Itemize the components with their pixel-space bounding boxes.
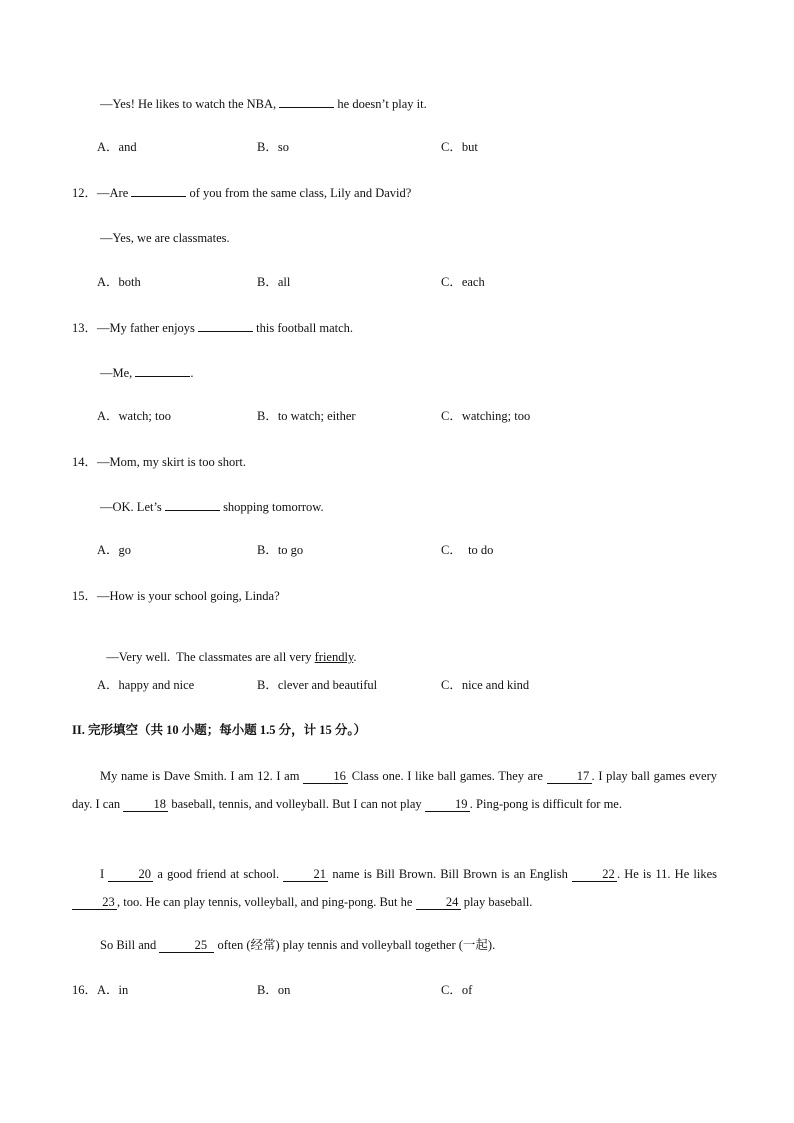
answer-blank[interactable] <box>198 331 253 332</box>
question-number: 12． <box>72 186 98 200</box>
q14-option-c[interactable]: C． to do <box>441 543 494 557</box>
cloze-blank-19[interactable]: 19 <box>425 797 470 812</box>
q12-option-b[interactable]: B．all <box>257 275 291 289</box>
question-number: 13． <box>72 321 98 335</box>
q13-option-c[interactable]: C．watching; too <box>441 409 531 423</box>
q16-option-b[interactable]: B．on <box>257 983 291 997</box>
q14-option-a[interactable]: A．go <box>97 543 132 557</box>
underlined-word: friendly <box>314 650 354 664</box>
q15-answer: —Very well. The classmates are all very friendly. <box>106 650 357 664</box>
answer-blank[interactable] <box>165 510 220 511</box>
q13-option-a[interactable]: A．watch; too <box>97 409 171 423</box>
q11-answer-line: —Yes! He likes to watch the NBA, he doesn’t play it. <box>100 97 427 111</box>
q13-answer: —Me, . <box>100 366 194 380</box>
section-heading: II. 完形填空（共 10 小题；每小题 1.5 分，计 15 分。） <box>72 723 367 737</box>
cloze-blank-25[interactable]: 25 <box>159 938 214 953</box>
q15-question: 15．—How is your school going, Linda? <box>72 589 280 603</box>
q14-question: 14．—Mom, my skirt is too short. <box>72 455 246 469</box>
q13-option-b[interactable]: B．to watch; either <box>257 409 356 423</box>
cloze-blank-16[interactable]: 16 <box>303 769 348 784</box>
q12-question: 12．—Are of you from the same class, Lily and David? <box>72 186 412 200</box>
passage-paragraph-1: My name is Dave Smith. I am 12. I am 16 Class one. I like ball games. They are 17 . I play ball games every day. I can 18 baseball, tennis, and volleyball. But I can not play 19 . Ping-pong is difficult for me. <box>72 769 718 811</box>
q16-number: 16． <box>72 983 98 997</box>
q12-option-a[interactable]: A．both <box>97 275 141 289</box>
answer-blank[interactable] <box>135 376 190 377</box>
q16-option-a[interactable]: A．in <box>97 983 129 997</box>
answer-blank[interactable] <box>279 107 334 108</box>
cloze-blank-21[interactable]: 21 <box>283 867 328 882</box>
cloze-blank-24[interactable]: 24 <box>416 895 461 910</box>
answer-blank[interactable] <box>131 196 186 197</box>
q15-option-b[interactable]: B．clever and beautiful <box>257 678 378 692</box>
q12-answer: —Yes, we are classmates. <box>100 231 230 245</box>
q16-option-c[interactable]: C．of <box>441 983 473 997</box>
question-number: 14． <box>72 455 98 469</box>
q14-answer: —OK. Let’s shopping tomorrow. <box>100 500 324 514</box>
cloze-blank-23[interactable]: 23 <box>72 895 117 910</box>
question-number: 15． <box>72 589 98 603</box>
q11-option-c[interactable]: C．but <box>441 140 478 154</box>
passage-paragraph-2: I 20 a good friend at school. 21 name is Bill Brown. Bill Brown is an English 22 . He is 11. He likes 23 , too. He can play tennis, volleyball, and ping-pong. But he 24 play baseball. <box>72 860 717 916</box>
cloze-blank-17[interactable]: 17 <box>547 769 592 784</box>
cloze-blank-18[interactable]: 18 <box>123 797 168 812</box>
q11-option-b[interactable]: B．so <box>257 140 289 154</box>
q11-option-a[interactable]: A．and <box>97 140 137 154</box>
passage-paragraph-3: So Bill and 25 often (经常) play tennis and volleyball together (一起). <box>100 938 496 952</box>
q15-option-c[interactable]: C．nice and kind <box>441 678 530 692</box>
q12-option-c[interactable]: C．each <box>441 275 485 289</box>
q14-option-b[interactable]: B．to go <box>257 543 304 557</box>
q13-question: 13．—My father enjoys this football match. <box>72 321 354 335</box>
q15-option-a[interactable]: A．happy and nice <box>97 678 195 692</box>
cloze-blank-20[interactable]: 20 <box>108 867 153 882</box>
cloze-blank-22[interactable]: 22 <box>572 867 617 882</box>
